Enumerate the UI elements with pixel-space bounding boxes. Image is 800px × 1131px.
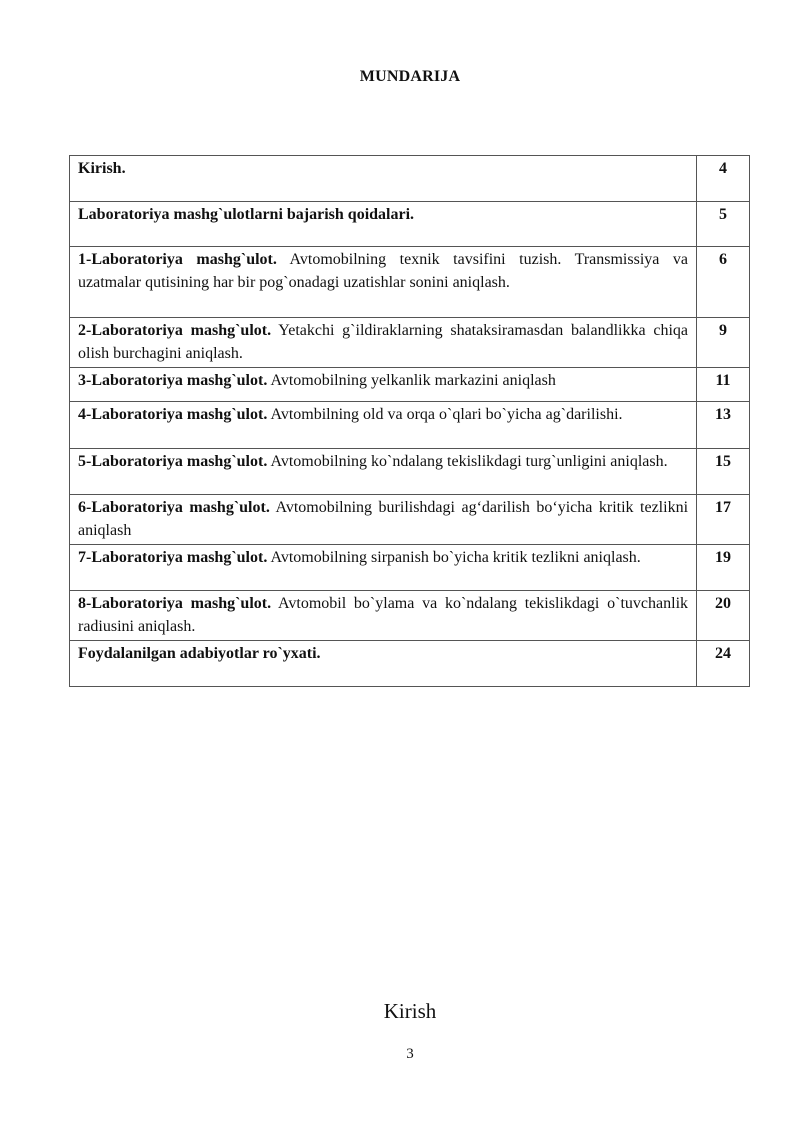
toc-entry-title: Laboratoriya mashg`ulotlarni bajarish qoidalari. <box>78 206 415 223</box>
toc-entry-description: Avtomobilning texnik tavsifini tuzish. Transmissiya va uzatmalar qutisining har bir pog`onadagi uzatishlar sonini aniqlash. <box>78 251 689 291</box>
toc-row-lab-5 <box>70 449 750 495</box>
toc-entry-title: 6-Laboratoriya mashg`ulot. <box>78 499 270 516</box>
toc-entry-description: Yetakchi g`ildiraklarning shataksiramasdan balandlikka chiqa olish burchagini aniqlash. <box>78 322 689 362</box>
toc-entry-title: 1-Laboratoriya mashg`ulot. <box>78 251 277 268</box>
toc-row-qoidalar <box>70 202 750 247</box>
toc-row-adabiyotlar <box>70 641 750 687</box>
toc-page-number: 20 <box>697 591 750 641</box>
toc-page-number: 5 <box>697 202 750 247</box>
toc-entry-description: Avtomobil bo`ylama va ko`ndalang tekislikdagi o`tuvchanlik radiusini aniqlash. <box>78 595 689 635</box>
toc-page-number: 11 <box>697 368 750 402</box>
toc-row-lab-1 <box>70 247 750 318</box>
toc-row-lab-3 <box>70 368 750 402</box>
toc-entry-title: 4-Laboratoriya mashg`ulot. <box>78 406 268 423</box>
toc-page-number: 6 <box>697 247 750 318</box>
toc-entry <box>70 202 697 247</box>
page-title: MUNDARIJA <box>359 68 461 85</box>
toc-page-number: 13 <box>697 402 750 449</box>
toc-page-number: 19 <box>697 545 750 591</box>
toc-entry-description: Avtomobilning yelkanlik markazini aniqlash <box>270 372 556 389</box>
toc-page-number: 24 <box>697 641 750 687</box>
toc-page-number: 15 <box>697 449 750 495</box>
toc-entry-description: Avtomobilning burilishdagi ag‘darilish bo‘yicha kritik tezlikni aniqlash <box>78 499 689 539</box>
toc-row-lab-6 <box>70 495 750 545</box>
toc-entry <box>70 545 697 591</box>
toc-entry <box>70 495 697 545</box>
toc-entry-title: 3-Laboratoriya mashg`ulot. <box>78 372 268 389</box>
toc-page-number: 17 <box>697 495 750 545</box>
table-of-contents <box>69 155 750 687</box>
toc-entry <box>70 156 697 202</box>
toc-entry <box>70 368 697 402</box>
toc-row-lab-7 <box>70 545 750 591</box>
toc-entry <box>70 402 697 449</box>
toc-entry-title: Kirish. <box>78 160 126 177</box>
toc-page-number: 4 <box>697 156 750 202</box>
toc-entry-title: Foydalanilgan adabiyotlar ro`yxati. <box>78 645 321 662</box>
toc-row-kirish <box>70 156 750 202</box>
toc-entry-title: 7-Laboratoriya mashg`ulot. <box>78 549 268 566</box>
toc-entry <box>70 247 697 318</box>
toc-entry-description: Avtomobilning sirpanish bo`yicha kritik tezlikni aniqlash. <box>270 549 641 566</box>
toc-entry <box>70 449 697 495</box>
toc-entry-description: Avtomobilning ko`ndalang tekislikdagi turg`unligini aniqlash. <box>270 453 668 470</box>
toc-entry-title: 8-Laboratoriya mashg`ulot. <box>78 595 272 612</box>
toc-entry-title: 2-Laboratoriya mashg`ulot. <box>78 322 272 339</box>
toc-entry-description: Avtombilning old va orqa o`qlari bo`yicha ag`darilishi. <box>270 406 623 423</box>
toc-row-lab-2 <box>70 318 750 368</box>
toc-row-lab-8 <box>70 591 750 641</box>
toc-entry-title: 5-Laboratoriya mashg`ulot. <box>78 453 268 470</box>
toc-entry <box>70 641 697 687</box>
toc-row-lab-4 <box>70 402 750 449</box>
toc-page-number: 9 <box>697 318 750 368</box>
page-number: 3 <box>406 1046 414 1062</box>
toc-entry <box>70 318 697 368</box>
section-heading-kirish: Kirish <box>383 999 437 1023</box>
toc-entry <box>70 591 697 641</box>
